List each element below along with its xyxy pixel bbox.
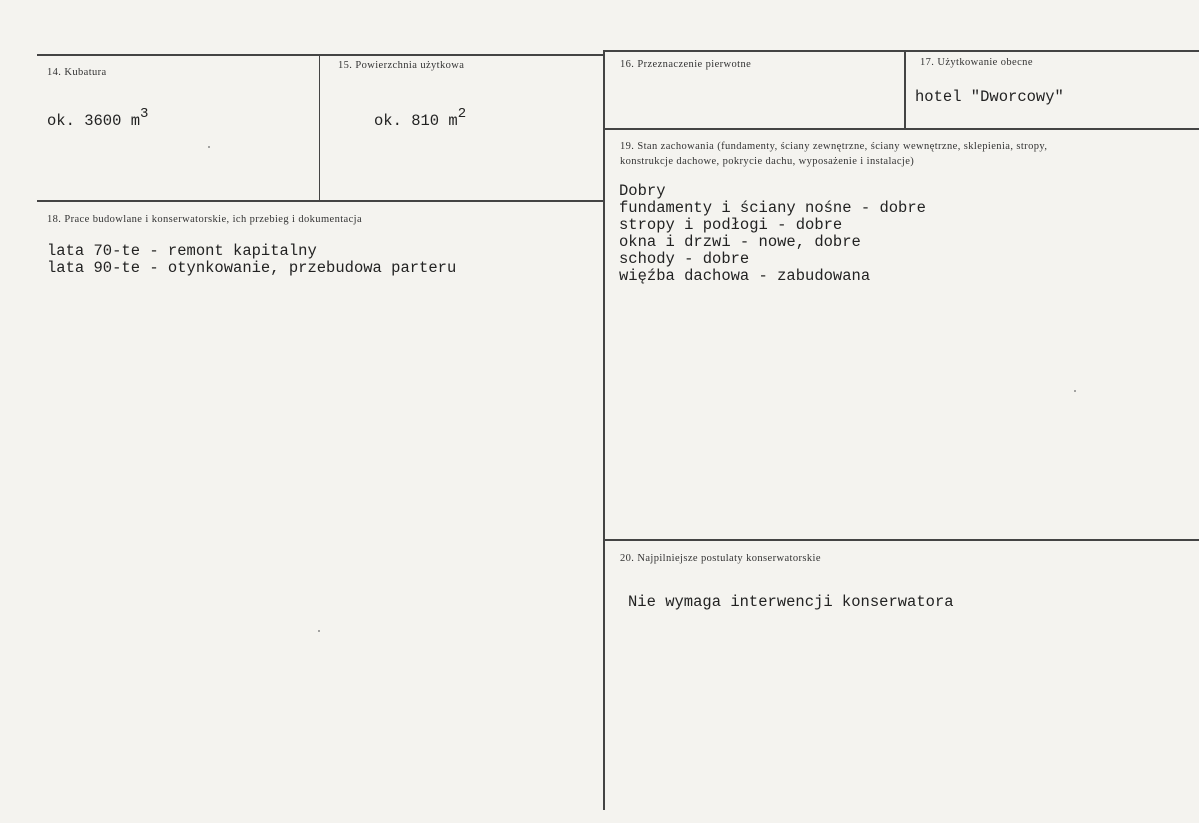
paper-speck xyxy=(1074,390,1076,392)
field-19-line-3: stropy i podłogi - dobre xyxy=(619,216,843,234)
paper-speck xyxy=(208,146,210,148)
field-20-label: 20. Najpilniejsze postulaty konserwatorskie xyxy=(620,553,821,564)
field-14-value xyxy=(47,108,148,130)
divider-14-15 xyxy=(319,55,320,201)
divider-16-17 xyxy=(904,50,906,130)
center-vertical-divider xyxy=(603,50,605,810)
field-18-line-1: lata 70-te - remont kapitalny xyxy=(47,242,317,260)
field-19-line-2: fundamenty i ściany nośne - dobre xyxy=(619,199,926,217)
paper-speck xyxy=(318,630,320,632)
field-15-label: 15. Powierzchnia użytkowa xyxy=(338,60,465,71)
field-19-line-4: okna i drzwi - nowe, dobre xyxy=(619,233,861,251)
top-rule-right xyxy=(604,50,1199,52)
field-15-value-text: ok. 810 m xyxy=(374,112,458,131)
field-14-value-text: ok. 3600 m xyxy=(47,112,141,131)
field-19-line-6: więźba dachowa - zabudowana xyxy=(619,267,871,285)
rule-above-20 xyxy=(604,539,1199,541)
field-19-label-line-2: konstrukcje dachowe, pokrycie dachu, wyposażenie i instalacje) xyxy=(620,156,915,167)
rule-under-14-15 xyxy=(37,200,604,202)
field-18-line-2: lata 90-te - otynkowanie, przebudowa parteru xyxy=(47,259,457,277)
field-17-label: 17. Użytkowanie obecne xyxy=(920,57,1033,68)
field-20-value: Nie wymaga interwencji konserwatora xyxy=(628,593,954,611)
field-19-line-5: schody - dobre xyxy=(619,250,750,268)
field-19-line-1: Dobry xyxy=(619,182,666,200)
field-15-value xyxy=(374,108,466,130)
field-14-exponent: 3 xyxy=(140,106,149,122)
field-17-value: hotel "Dworcowy" xyxy=(915,88,1064,106)
field-15-exponent: 2 xyxy=(457,106,467,122)
rule-under-16-17 xyxy=(604,128,1199,130)
field-19-label-line-1: 19. Stan zachowania (fundamenty, ściany zewnętrzne, ściany wewnętrzne, sklepienia, stropy, xyxy=(620,141,1048,152)
field-18-label: 18. Prace budowlane i konserwatorskie, ich przebieg i dokumentacja xyxy=(47,214,363,225)
field-14-label: 14. Kubatura xyxy=(47,67,107,78)
field-16-label: 16. Przeznaczenie pierwotne xyxy=(620,59,752,70)
top-rule-left xyxy=(37,54,604,56)
